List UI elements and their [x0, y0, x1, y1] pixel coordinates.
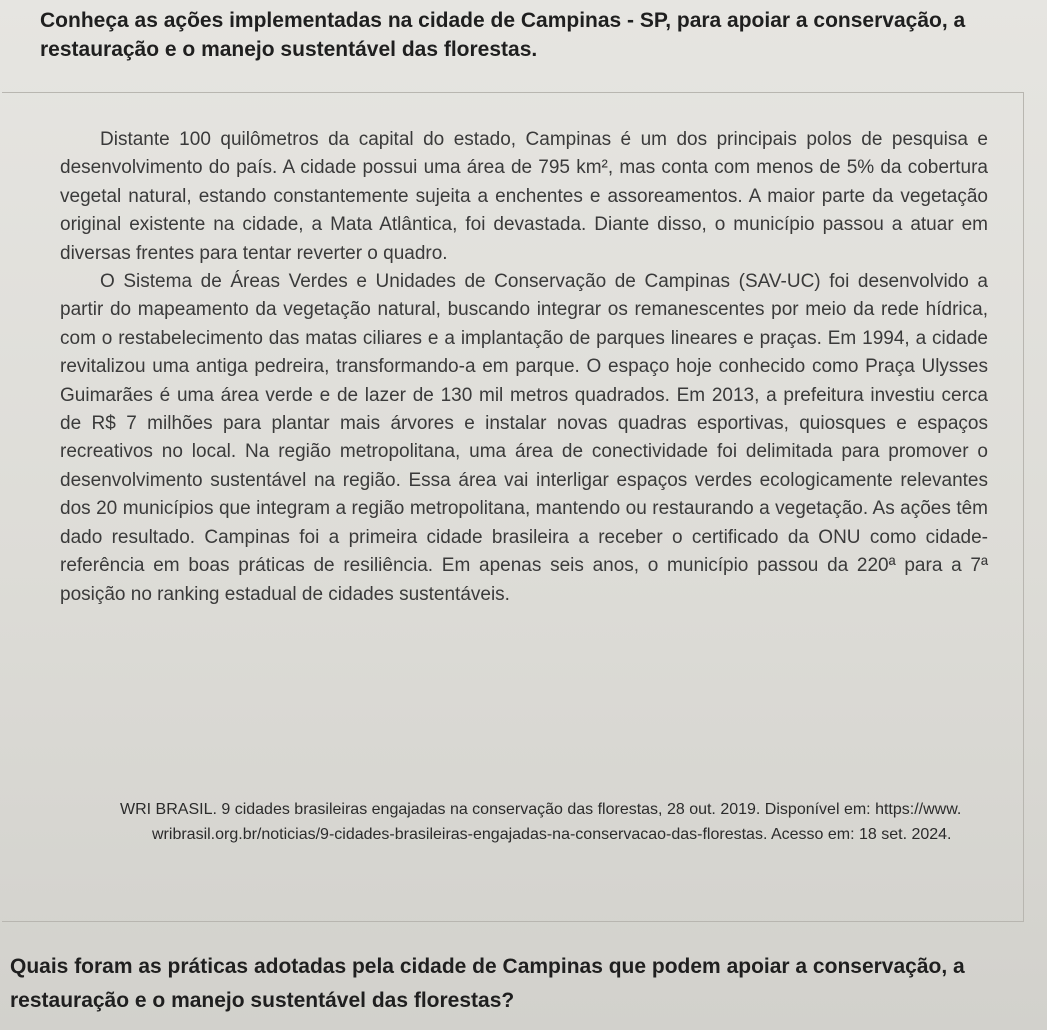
article-text: [60, 126, 988, 609]
source-citation: [58, 797, 1008, 847]
paragraph-2: O Sistema de Áreas Verdes e Unidades de Conservação de Campinas (SAV-UC) foi desenvolvido a partir do mapeamento da vegetação natural, buscando integrar os remanescentes por meio da rede hídrica, com o restabelecimento das matas ciliares e a implantação de parques lineares e praças. Em 1994, a cidade revitalizou uma antiga pedreira, transformando-a em parque. O espaço hoje conhecido como Praça Ulysses Guimarães é uma área verde e de lazer de 130 mil metros quadrados. Em 2013, a prefeitura investiu cerca de R$ 7 milhões para plantar mais árvores e instalar novas quadras esportivas, quiosques e espaços recreativos no local. Na região metropolitana, uma área de conectividade foi delimitada para promover o desenvolvimento sustentável na região. Essa área vai interligar espaços verdes ecologicamente relevantes dos 20 municípios que integram a região metropolitana, mantendo ou restaurando a vegetação. As ações têm dado resultado. Campinas foi a primeira cidade brasileira a receber o certificado da ONU como cidade-referência em boas práticas de resiliência. Em apenas seis anos, o município passou da 220ª para a 7ª posição no ranking estadual de cidades sustentáveis.: [60, 271, 988, 605]
intro-heading: Conheça as ações implementadas na cidade de Campinas - SP, para apoiar a conservação, a restauração e o manejo sustentável das florestas.: [40, 9, 966, 61]
question-text: Quais foram as práticas adotadas pela cidade de Campinas que podem apoiar a conservação, a restauração e o manejo sustentável das florestas?: [10, 955, 965, 1012]
citation-line-1: WRI BRASIL. 9 cidades brasileiras engajadas na conservação das florestas, 28 out. 2019. Disponível em: https://www.: [120, 801, 962, 818]
paragraph-1: Distante 100 quilômetros da capital do estado, Campinas é um dos principais polos de pesquisa e desenvolvimento do país. A cidade possui uma área de 795 km², mas conta com menos de 5% da cobertura vegetal natural, estando constantemente sujeita a enchentes e assoreamentos. A maior parte da vegetação original existente na cidade, a Mata Atlântica, foi devastada. Diante disso, o município passou a atuar em diversas frentes para tentar reverter o quadro.: [60, 129, 988, 264]
citation-line-2: wribrasil.org.br/noticias/9-cidades-brasileiras-engajadas-na-conservacao-das-florestas. Acesso em: 18 set. 2024.: [152, 826, 952, 843]
